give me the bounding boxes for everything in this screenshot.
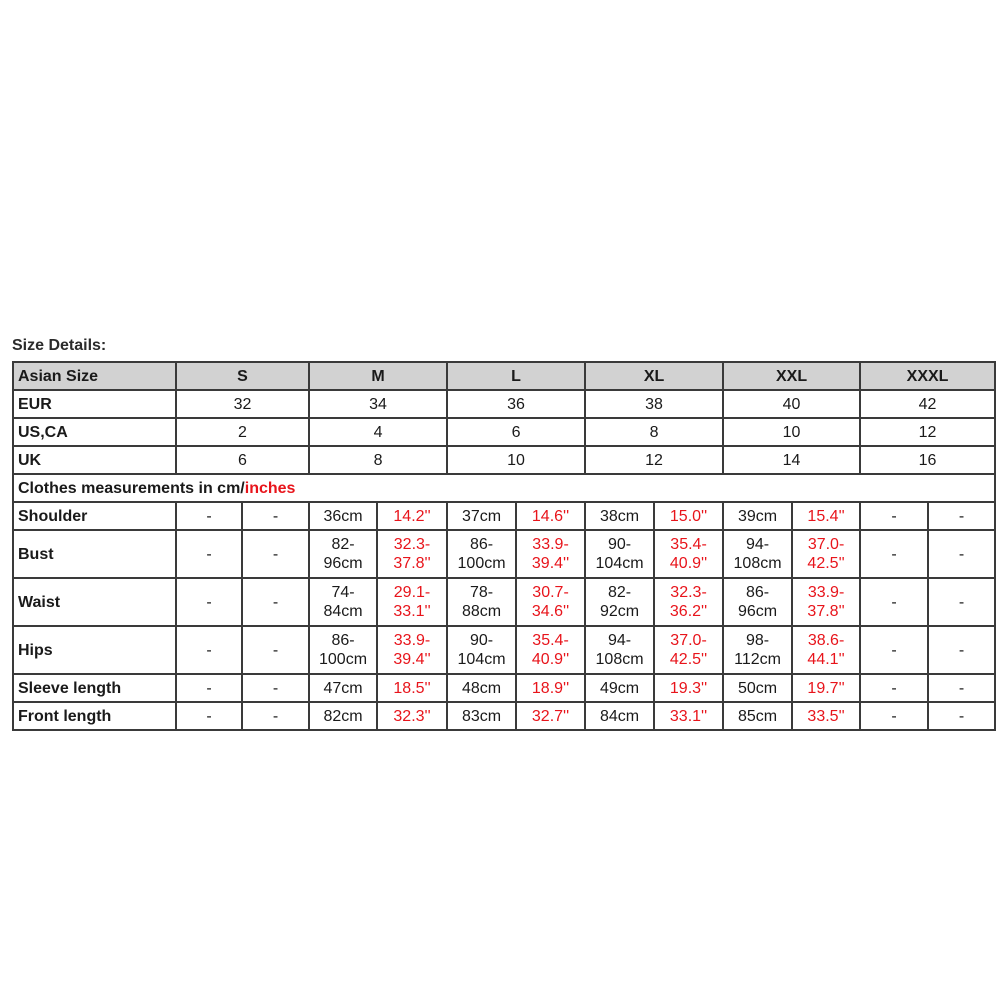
size-header-cell: L: [447, 362, 585, 390]
cm-cell: 38cm: [585, 502, 654, 530]
row-label: Hips: [13, 626, 176, 674]
inch-cell: 33.9- 37.8'': [792, 578, 860, 626]
empty-cell: -: [860, 626, 928, 674]
conversion-row: [13, 446, 995, 474]
cm-cell: 82cm: [309, 702, 377, 730]
empty-cell: -: [928, 578, 995, 626]
empty-cell: -: [242, 502, 309, 530]
empty-cell: -: [176, 530, 242, 578]
row-label: Shoulder: [13, 502, 176, 530]
empty-cell: -: [928, 530, 995, 578]
inch-cell: 35.4- 40.9'': [516, 626, 585, 674]
size-chart-table: [12, 361, 996, 731]
inch-cell: 29.1- 33.1'': [377, 578, 447, 626]
measurement-row: [13, 674, 995, 702]
empty-cell: -: [176, 578, 242, 626]
empty-cell: -: [176, 626, 242, 674]
cm-cell: 39cm: [723, 502, 792, 530]
measurement-row: [13, 578, 995, 626]
row-label: Sleeve length: [13, 674, 176, 702]
empty-cell: -: [242, 626, 309, 674]
inch-cell: 19.3'': [654, 674, 723, 702]
inch-cell: 18.5'': [377, 674, 447, 702]
cm-cell: 84cm: [585, 702, 654, 730]
size-header-cell: XL: [585, 362, 723, 390]
measurement-row: [13, 502, 995, 530]
inch-cell: 33.5'': [792, 702, 860, 730]
empty-cell: -: [242, 702, 309, 730]
inch-cell: 33.9- 39.4'': [516, 530, 585, 578]
inch-cell: 15.4'': [792, 502, 860, 530]
inch-cell: 14.6'': [516, 502, 585, 530]
inch-cell: 37.0- 42.5'': [792, 530, 860, 578]
conversion-cell: 12: [585, 446, 723, 474]
conversion-cell: 14: [723, 446, 860, 474]
cm-cell: 86- 100cm: [447, 530, 516, 578]
empty-cell: -: [860, 578, 928, 626]
conversion-cell: 8: [309, 446, 447, 474]
section-row: [13, 474, 995, 502]
row-label: Bust: [13, 530, 176, 578]
conversion-cell: 42: [860, 390, 995, 418]
conversion-cell: 12: [860, 418, 995, 446]
empty-cell: -: [860, 702, 928, 730]
conversion-cell: 36: [447, 390, 585, 418]
section-text: Clothes measurements in cm/: [18, 479, 245, 497]
empty-cell: -: [242, 578, 309, 626]
cm-cell: 74- 84cm: [309, 578, 377, 626]
inch-cell: 38.6- 44.1'': [792, 626, 860, 674]
size-header-cell: XXXL: [860, 362, 995, 390]
inch-cell: 35.4- 40.9'': [654, 530, 723, 578]
empty-cell: -: [242, 674, 309, 702]
row-label: UK: [13, 446, 176, 474]
empty-cell: -: [242, 530, 309, 578]
inch-cell: 37.0- 42.5'': [654, 626, 723, 674]
inch-cell: 15.0'': [654, 502, 723, 530]
cm-cell: 94- 108cm: [723, 530, 792, 578]
row-label: EUR: [13, 390, 176, 418]
conversion-cell: 32: [176, 390, 309, 418]
cm-cell: 78- 88cm: [447, 578, 516, 626]
inch-cell: 18.9'': [516, 674, 585, 702]
size-header-cell: S: [176, 362, 309, 390]
size-header-cell: XXL: [723, 362, 860, 390]
inch-cell: 32.7'': [516, 702, 585, 730]
inch-cell: 33.1'': [654, 702, 723, 730]
empty-cell: -: [860, 674, 928, 702]
cm-cell: 82- 96cm: [309, 530, 377, 578]
conversion-cell: 10: [447, 446, 585, 474]
cm-cell: 85cm: [723, 702, 792, 730]
measurements-section-heading: [13, 474, 995, 502]
conversion-rows: [13, 390, 995, 474]
conversion-cell: 38: [585, 390, 723, 418]
conversion-cell: 2: [176, 418, 309, 446]
cm-cell: 86- 96cm: [723, 578, 792, 626]
cm-cell: 82- 92cm: [585, 578, 654, 626]
inch-cell: 19.7'': [792, 674, 860, 702]
cm-cell: 37cm: [447, 502, 516, 530]
inch-cell: 14.2'': [377, 502, 447, 530]
row-label: Waist: [13, 578, 176, 626]
inch-cell: 32.3'': [377, 702, 447, 730]
conversion-cell: 10: [723, 418, 860, 446]
cm-cell: 36cm: [309, 502, 377, 530]
empty-cell: -: [928, 502, 995, 530]
cm-cell: 94- 108cm: [585, 626, 654, 674]
cm-cell: 86- 100cm: [309, 626, 377, 674]
inch-cell: 32.3- 37.8'': [377, 530, 447, 578]
size-header-row: [13, 362, 995, 390]
cm-cell: 83cm: [447, 702, 516, 730]
empty-cell: -: [176, 674, 242, 702]
inch-cell: 32.3- 36.2'': [654, 578, 723, 626]
empty-cell: -: [928, 702, 995, 730]
empty-cell: -: [860, 530, 928, 578]
conversion-cell: 4: [309, 418, 447, 446]
cm-cell: 49cm: [585, 674, 654, 702]
header-label: Asian Size: [13, 362, 176, 390]
conversion-row: [13, 418, 995, 446]
conversion-row: [13, 390, 995, 418]
section-inches-text: inches: [244, 479, 296, 497]
size-details-title: Size Details:: [12, 337, 107, 354]
conversion-cell: 34: [309, 390, 447, 418]
inch-cell: 30.7- 34.6'': [516, 578, 585, 626]
empty-cell: -: [176, 702, 242, 730]
cm-cell: 90- 104cm: [447, 626, 516, 674]
measurement-row: [13, 626, 995, 674]
empty-cell: -: [928, 626, 995, 674]
conversion-cell: 16: [860, 446, 995, 474]
empty-cell: -: [176, 502, 242, 530]
cm-cell: 47cm: [309, 674, 377, 702]
conversion-cell: 8: [585, 418, 723, 446]
size-header-cell: M: [309, 362, 447, 390]
row-label: Front length: [13, 702, 176, 730]
conversion-cell: 6: [447, 418, 585, 446]
conversion-cell: 6: [176, 446, 309, 474]
measurement-row: [13, 702, 995, 730]
measurement-row: [13, 530, 995, 578]
measurement-rows: [13, 502, 995, 730]
cm-cell: 90- 104cm: [585, 530, 654, 578]
row-label: US,CA: [13, 418, 176, 446]
cm-cell: 48cm: [447, 674, 516, 702]
cm-cell: 98- 112cm: [723, 626, 792, 674]
conversion-cell: 40: [723, 390, 860, 418]
cm-cell: 50cm: [723, 674, 792, 702]
empty-cell: -: [928, 674, 995, 702]
empty-cell: -: [860, 502, 928, 530]
inch-cell: 33.9- 39.4'': [377, 626, 447, 674]
